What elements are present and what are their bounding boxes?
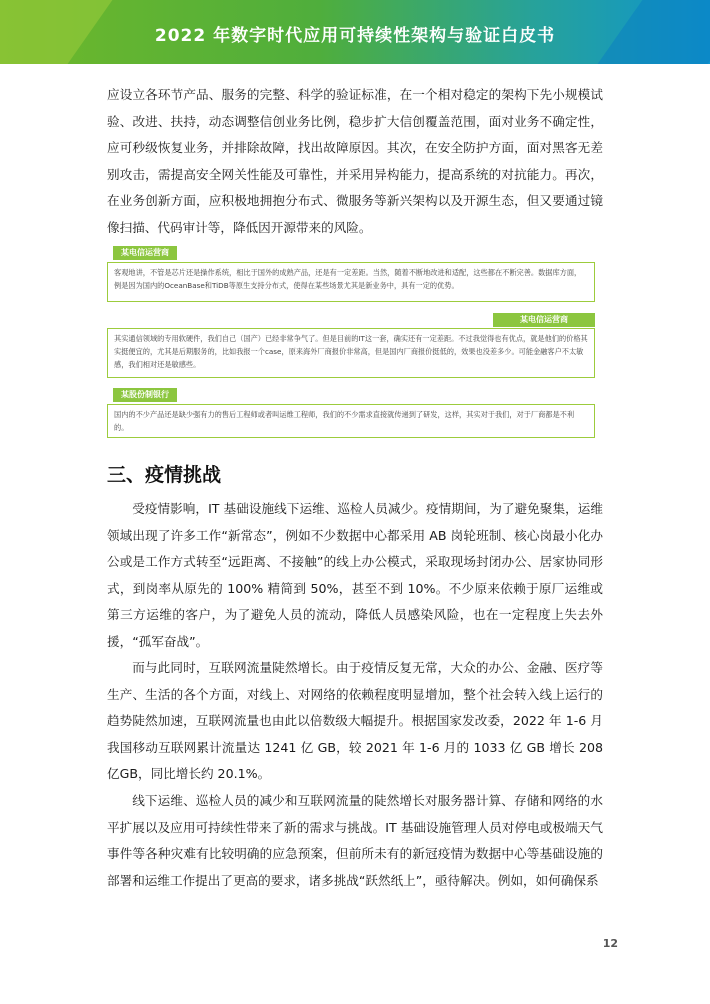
paragraph-offline-ops: 受疫情影响，IT 基础设施线下运维、巡检人员减少。疫情期间，为了避免聚集，运维领域出现了许多工作“新常态”，例如不少数据中心都采用 AB 岗轮班制、核心岗最小化办公或是工作方式转至“远距离、不接触”的线上办公模式，采取现场封闭办公、居家协同形式，到岗率从原先的 100% 精简到 50%，甚至不到 10%。不少原来依赖于原厂运维或第三方运维的客户，为了避免人员的流动，降低人员感染风险，也在一定程度上失去外援，“孤军奋战”。 (107, 501, 604, 649)
quote-box-telecom-2 (107, 328, 595, 378)
paragraph-traffic-growth: 而与此同时，互联网流量陡然增长。由于疫情反复无常，大众的办公、金融、医疗等生产、生活的各个方面，对线上、对网络的依赖程度明显增加，整个社会转入线上运行的趋势陡然加速，互联网流量也由此以倍数级大幅提升。根据国家发改委，2022 年 1-6 月我国移动互联网累计流量达 1241 亿 GB，较 2021 年 1-6 月的 1033 亿 GB 增长 208 亿GB，同比增长约 20.1%。 (107, 660, 603, 782)
page-header (0, 0, 710, 64)
quote-tag-bank: 某股份制银行 (113, 388, 177, 402)
quote-text-bank: 国内的不少产品还是缺少强有力的售后工程师或者叫运维工程师，我们的不少需求直接就传递到了研发，这样，其实对于我们，对于厂商都是不利的。 (114, 410, 575, 432)
document-title: 2022 年数字时代应用可持续性架构与验证白皮书 (154, 26, 556, 46)
quote-text-telecom-2: 其实通信领域的专用软硬件，我们自己（国产）已经非常争气了。但是目前的IT这一套，确实还有一定差距。不过我觉得也有优点，就是他们的价格其实挺便宜的，尤其是后期服务的，比如我报一个case，原来海外厂商报价非常高，但是国内厂商报价挺低的，效果也没差多少。可能金融客户不太敏感，我们相对还是敏感些。 (114, 334, 588, 369)
paragraph-validation-standards: 应设立各环节产品、服务的完整、科学的验证标准，在一个相对稳定的架构下先小规模试验、改进、扶持，动态调整信创业务比例，稳步扩大信创覆盖范围，面对业务不确定性，应可秒级恢复业务，并排除故障，找出故障原因。其次，在安全防护方面，面对黑客无差别攻击，需提高安全网关性能及可靠性，并采用异构能力，提高系统的对抗能力。再次，在业务创新方面，应积极地拥抱分布式、微服务等新兴架构以及开源生态，但又要通过镜像扫描、代码审计等，降低因开源带来的风险。 (107, 87, 603, 235)
quote-box-telecom-1 (107, 262, 595, 302)
quote-box-bank (107, 404, 595, 438)
quote-tag-telecom-2: 某电信运营商 (493, 313, 595, 327)
paragraph-new-challenges: 线下运维、巡检人员的减少和互联网流量的陡然增长对服务器计算、存储和网络的水平扩展以及应用可持续性带来了新的需求与挑战。IT 基础设施管理人员对停电或极端天气事件等各种灾难有比较明确的应急预案，但前所未有的新冠疫情为数据中心等基础设施的部署和运维工作提出了更高的要求，诸多挑战“跃然纸上”，亟待解决。例如，如何确保系 (107, 793, 603, 888)
section-heading-epidemic: 三、疫情挑战 (107, 464, 222, 486)
page-number: 12 (602, 937, 618, 950)
quote-tag-telecom-1: 某电信运营商 (113, 246, 177, 260)
quote-text-telecom-1: 客观地讲，不管是芯片还是操作系统，相比于国外的成熟产品，还是有一定差距。当然，随着不断地改进和适配，这些都在不断完善。数据库方面，例是因为国内的OceanBase和TiDB等原生支持分布式，使得在某些场景尤其是新业务中，具有一定的优势。 (114, 268, 582, 290)
